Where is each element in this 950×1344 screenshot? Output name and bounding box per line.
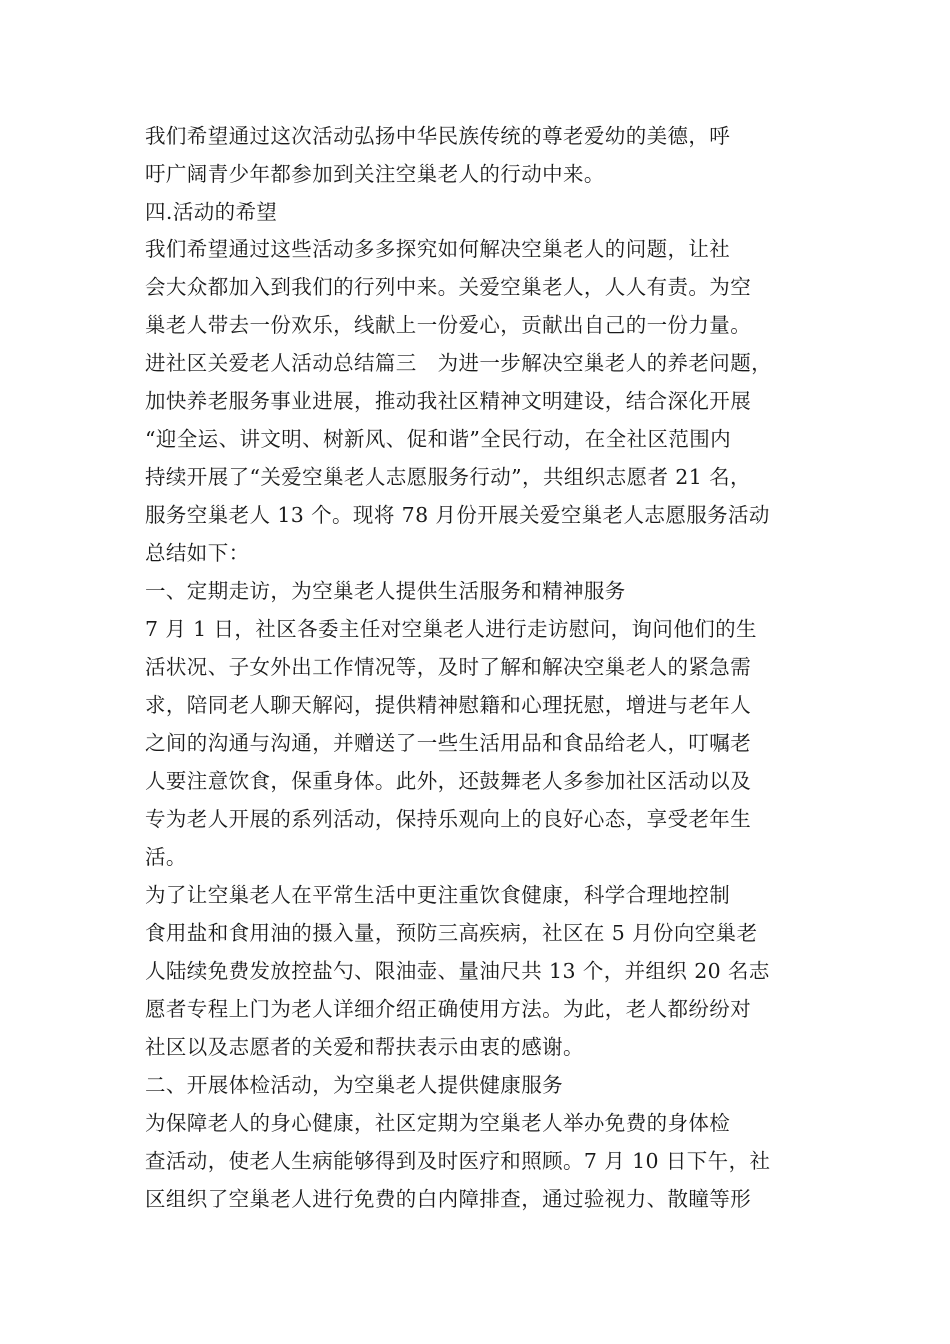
text-line: 为了让空巢老人在平常生活中更注重饮食健康，科学合理地控制 (145, 883, 731, 907)
text-line: 总结如下： (145, 541, 250, 565)
text-line: 我们希望通过这些活动多多探究如何解决空巢老人的问题，让社 (145, 237, 731, 261)
section-heading: 二、开展体检活动，为空巢老人提供健康服务 (145, 1073, 563, 1097)
text-line: 吁广阔青少年都参加到关注空巢老人的行动中来。 (145, 162, 605, 186)
text-line: 社区以及志愿者的关爱和帮扶表示由衷的感谢。 (145, 1035, 584, 1059)
text-line: 服务空巢老人 13 个。现将 78 月份开展关爱空巢老人志愿服务活动 (145, 503, 770, 527)
text-line: 之间的沟通与沟通，并赠送了一些生活用品和食品给老人，叮嘱老 (145, 731, 752, 755)
text-line: 食用盐和食用油的摄入量，预防三高疾病，社区在 5 月份向空巢老 (145, 921, 758, 945)
text-line: 为保障老人的身心健康，社区定期为空巢老人举办免费的身体检 (145, 1111, 731, 1135)
text-line: “迎全运、讲文明、树新风、促和谐”全民行动，在全社区范围内 (145, 427, 732, 451)
text-line: 愿者专程上门为老人详细介绍正确使用方法。为此，老人都纷纷对 (145, 997, 752, 1021)
text-line: 持续开展了“关爱空巢老人志愿服务行动”，共组织志愿者 21 名， (145, 465, 751, 489)
text-line: 巢老人带去一份欢乐，线献上一份爱心，贡献出自己的一份力量。 (145, 313, 752, 337)
text-line: 活状况、子女外出工作情况等，及时了解和解决空巢老人的紧急需 (145, 655, 752, 679)
text-line: 区组织了空巢老人进行免费的白内障排查，通过验视力、散瞳等形 (145, 1187, 752, 1211)
section-heading: 四.活动的希望 (145, 200, 278, 224)
section-heading: 一、定期走访，为空巢老人提供生活服务和精神服务 (145, 579, 626, 603)
text-line: 会大众都加入到我们的行列中来。关爱空巢老人，人人有责。为空 (145, 275, 752, 299)
text-line: 人要注意饮食，保重身体。此外，还鼓舞老人多参加社区活动以及 (145, 769, 752, 793)
text-line: 专为老人开展的系列活动，保持乐观向上的良好心态，享受老年生 (145, 807, 752, 831)
text-line: 7 月 1 日，社区各委主任对空巢老人进行走访慰问，询问他们的生 (145, 617, 757, 641)
text-line: 我们希望通过这次活动弘扬中华民族传统的尊老爱幼的美德，呼 (145, 124, 731, 148)
text-line: 查活动，使老人生病能够得到及时医疗和照顾。7 月 10 日下午，社 (145, 1149, 771, 1173)
text-line: 活。 (145, 845, 187, 869)
text-line: 人陆续免费发放控盐勺、限油壶、量油尺共 13 个，并组织 20 名志 (145, 959, 770, 983)
text-line: 加快养老服务事业进展，推动我社区精神文明建设，结合深化开展 (145, 389, 752, 413)
text-line: 进社区关爱老人活动总结篇三 为进一步解决空巢老人的养老问题， (145, 351, 772, 375)
text-line: 求，陪同老人聊天解闷，提供精神慰籍和心理抚慰，增进与老年人 (145, 693, 752, 717)
